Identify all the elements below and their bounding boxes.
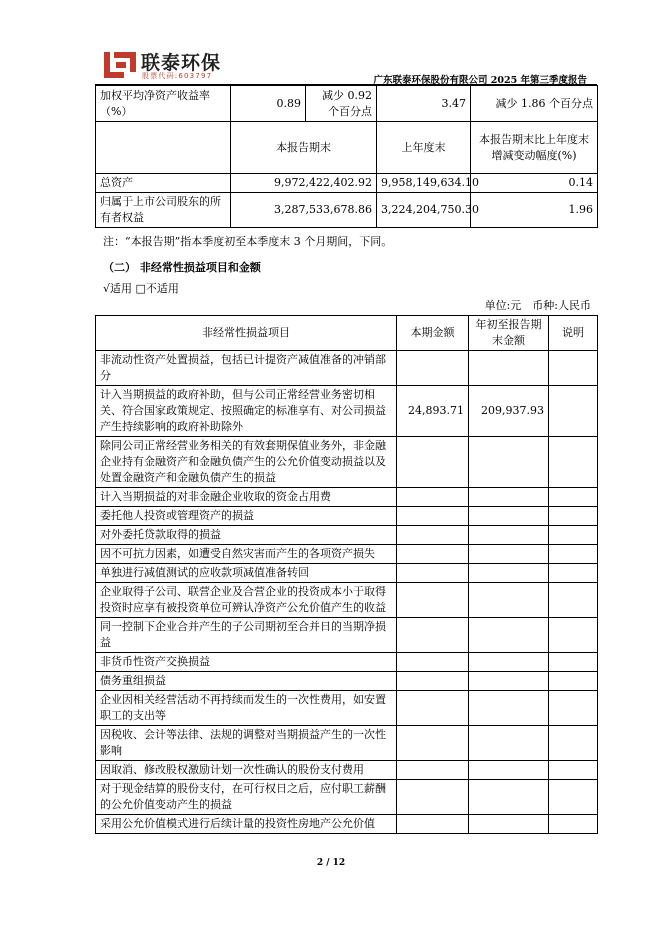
item-cell: 因税收、会计等法律、法规的调整对当期损益产生的一次性影响: [96, 726, 397, 761]
section-title: （二） 非经常性损益项目和金额: [103, 261, 261, 274]
item-cell: 单独进行减值测试的应收款项减值准备转回: [96, 564, 397, 583]
current-cell: [397, 618, 469, 653]
note-cell: [549, 618, 598, 653]
current-cell: [397, 672, 469, 691]
ytd-cell: [469, 545, 549, 564]
ytd-cell: [469, 691, 549, 726]
row-current: 9,972,422,402.92: [231, 174, 377, 193]
ytd-cell: [469, 780, 549, 815]
table-row: [96, 437, 598, 488]
ytd-cell: [469, 726, 549, 761]
note-cell: [549, 507, 598, 526]
current-cell: [397, 583, 469, 618]
table-row: [96, 726, 598, 761]
ytd-cell: [469, 618, 549, 653]
roe-current: 0.89: [231, 86, 306, 122]
current-cell: [397, 726, 469, 761]
table-row: [96, 174, 598, 193]
col-last-year-end: 上年度末: [377, 122, 471, 174]
key-financial-data-table: [95, 85, 598, 228]
table-header-row: [96, 122, 598, 174]
table-row: [96, 780, 598, 815]
roe-change-current: 减少 0.92 个百分点: [306, 86, 377, 122]
ytd-cell: [469, 507, 549, 526]
table-row: [96, 761, 598, 780]
unit-label: 单位:元 币种:人民币: [484, 299, 591, 312]
item-cell: 企业取得子公司、联营企业及合营企业的投资成本小于取得投资时应享有被投资单位可辨认净资产公允价值产生的收益: [96, 583, 397, 618]
row-label: 总资产: [96, 174, 231, 193]
item-cell: 计入当期损益的政府补助，但与公司正常经营业务密切相关、符合国家政策规定、按照确定的标准享有、对公司损益产生持续影响的政府补助除外: [96, 386, 397, 437]
ytd-cell: [469, 437, 549, 488]
current-cell: [397, 507, 469, 526]
page-number: 2 / 12: [316, 858, 346, 868]
item-cell: 对外委托贷款取得的损益: [96, 526, 397, 545]
note-cell: [549, 437, 598, 488]
table-row: [96, 193, 598, 228]
table-row: [96, 653, 598, 672]
note-cell: [549, 351, 598, 386]
current-cell: [397, 761, 469, 780]
note-cell: [549, 815, 598, 834]
note-cell: [549, 545, 598, 564]
row-last: 9,958,149,634.10: [377, 174, 471, 193]
item-cell: 采用公允价值模式进行后续计量的投资性房地产公允价值: [96, 815, 397, 834]
table-row: [96, 564, 598, 583]
col-change: 本报告期末比上年度末增减变动幅度(%): [471, 122, 598, 174]
item-cell: 委托他人投资或管理资产的损益: [96, 507, 397, 526]
item-cell: 企业因相关经营活动不再持续而发生的一次性费用，如安置职工的支出等: [96, 691, 397, 726]
ytd-cell: [469, 526, 549, 545]
stock-code: 股票代码:603797: [142, 72, 213, 80]
item-cell: 债务重组损益: [96, 672, 397, 691]
item-cell: 除同公司正常经营业务相关的有效套期保值业务外，非金融企业持有金融资产和金融负债产生的公允价值变动损益以及处置金融资产和金融负债产生的损益: [96, 437, 397, 488]
ytd-cell: [469, 672, 549, 691]
note-cell: [549, 726, 598, 761]
note-cell: [549, 691, 598, 726]
applicable-checkbox-line: √适用 □不适用: [103, 282, 179, 295]
roe-change-ytd: 减少 1.86 个百分点: [471, 86, 598, 122]
non-recurring-items-table: [95, 315, 598, 834]
note-cell: [549, 488, 598, 507]
current-cell: [397, 780, 469, 815]
item-cell: 同一控制下企业合并产生的子公司期初至合并日的当期净损益: [96, 618, 397, 653]
current-cell: [397, 437, 469, 488]
current-cell: [397, 653, 469, 672]
current-cell: [397, 564, 469, 583]
table-row: [96, 618, 598, 653]
ytd-cell: [469, 351, 549, 386]
ytd-cell: [469, 653, 549, 672]
ytd-cell: [469, 761, 549, 780]
ytd-cell: [469, 583, 549, 618]
table-row: [96, 815, 598, 834]
row-label: 归属于上市公司股东的所有者权益: [96, 193, 231, 228]
note-cell: [549, 386, 598, 437]
col-ytd: 年初至报告期末金额: [469, 316, 549, 351]
note-cell: [549, 583, 598, 618]
note-cell: [549, 564, 598, 583]
table-row: [96, 583, 598, 618]
item-cell: 非货币性资产交换损益: [96, 653, 397, 672]
current-cell: [397, 488, 469, 507]
table-row: [96, 351, 598, 386]
table-row: [96, 545, 598, 564]
roe-ytd: 3.47: [377, 86, 471, 122]
item-cell: 因不可抗力因素，如遭受自然灾害而产生的各项资产损失: [96, 545, 397, 564]
ytd-cell: [469, 815, 549, 834]
current-cell: [397, 691, 469, 726]
table-row: [96, 507, 598, 526]
row-current: 3,287,533,678.86: [231, 193, 377, 228]
item-cell: 非流动性资产处置损益，包括已计提资产减值准备的冲销部分: [96, 351, 397, 386]
current-cell: 24,893.71: [397, 386, 469, 437]
current-cell: [397, 815, 469, 834]
note-cell: [549, 672, 598, 691]
table-header-row: [96, 316, 598, 351]
note-cell: [549, 780, 598, 815]
col-current-end: 本报告期末: [231, 122, 377, 174]
ytd-cell: 209,937.93: [469, 386, 549, 437]
row-change: 1.96: [471, 193, 598, 228]
table-row: [96, 672, 598, 691]
current-cell: [397, 545, 469, 564]
roe-label: 加权平均净资产收益率（%）: [96, 86, 231, 122]
note-cell: [549, 761, 598, 780]
row-change: 0.14: [471, 174, 598, 193]
col-note: 说明: [549, 316, 598, 351]
item-cell: 对于现金结算的股份支付，在可行权日之后，应付职工薪酬的公允价值变动产生的损益: [96, 780, 397, 815]
document-title: 广东联泰环保股份有限公司 2025 年第三季度报告: [373, 75, 587, 86]
table-row: [96, 526, 598, 545]
item-cell: 计入当期损益的对非金融企业收取的资金占用费: [96, 488, 397, 507]
col-current: 本期金额: [397, 316, 469, 351]
note-cell: [549, 526, 598, 545]
ytd-cell: [469, 564, 549, 583]
table-row: [96, 691, 598, 726]
footnote: 注：“本报告期”指本季度初至本季度末 3 个月期间，下同。: [103, 235, 393, 248]
item-cell: 因取消、修改股权激励计划一次性确认的股份支付费用: [96, 761, 397, 780]
current-cell: [397, 526, 469, 545]
note-cell: [549, 653, 598, 672]
col-item: 非经常性损益项目: [96, 316, 397, 351]
table-row: [96, 386, 598, 437]
company-logo-icon: [103, 50, 137, 80]
ytd-cell: [469, 488, 549, 507]
table-row: [96, 488, 598, 507]
logo-name: 联泰环保: [141, 52, 222, 74]
row-last: 3,224,204,750.30: [377, 193, 471, 228]
current-cell: [397, 351, 469, 386]
table-row: [96, 86, 598, 122]
